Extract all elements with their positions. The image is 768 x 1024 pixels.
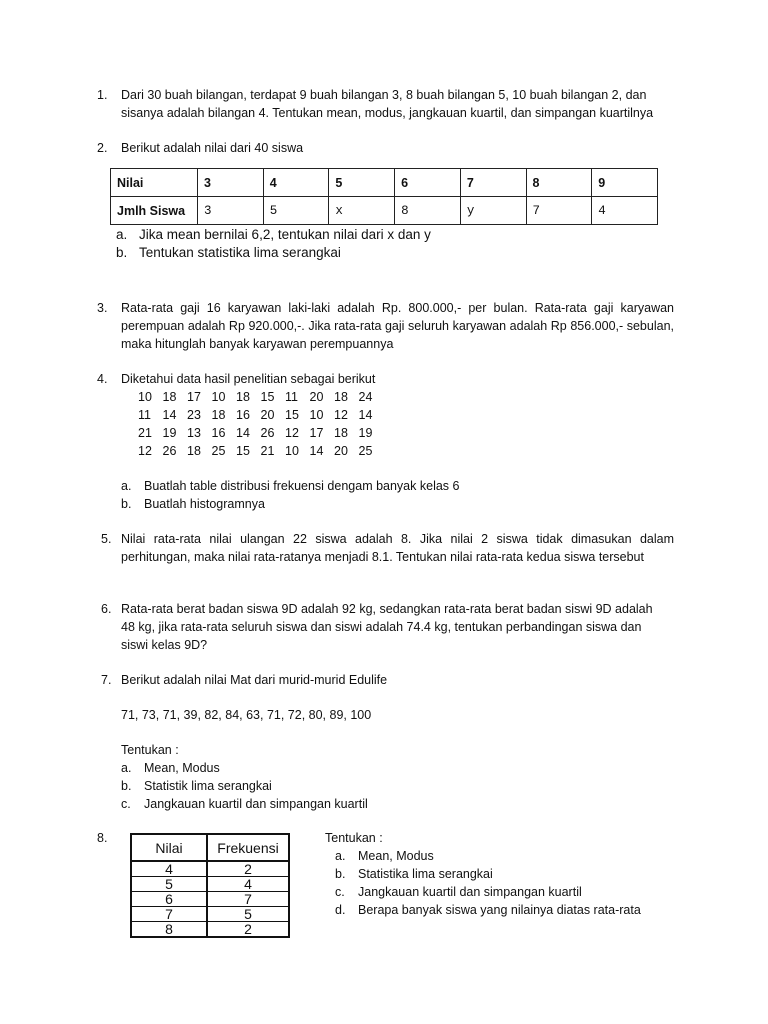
- table-row: [131, 922, 289, 938]
- question-7-sub-c: [121, 795, 368, 813]
- table-row: [131, 907, 289, 922]
- data-value: 10: [211, 390, 226, 404]
- question-7-sub-a: [121, 759, 220, 777]
- table-row: [131, 877, 289, 892]
- table-cell: 6: [395, 169, 461, 197]
- data-value: 11: [138, 408, 151, 422]
- table-cell: Nilai: [131, 834, 207, 861]
- data-value: 25: [211, 444, 226, 458]
- sub-label: b.: [116, 245, 128, 260]
- data-value: 21: [138, 426, 152, 440]
- table-cell: 9: [592, 169, 658, 197]
- data-value: 14: [162, 408, 177, 422]
- sub-text: Buatlah histogramnya: [144, 497, 265, 511]
- table-cell: y: [460, 197, 526, 225]
- table-cell: 7: [207, 892, 289, 907]
- table-cell: 5: [329, 169, 395, 197]
- data-value: 23: [187, 408, 201, 422]
- question-1-text: [121, 86, 667, 122]
- data-value: 19: [162, 426, 177, 440]
- question-6-line: Rata-rata berat badan siswa 9D adalah 92 kg, sedangkan rata-rata berat badan siswi 9D adalah: [121, 602, 653, 616]
- table-cell: 8: [395, 197, 461, 225]
- sub-label: c.: [121, 797, 131, 811]
- data-value: 16: [236, 408, 250, 422]
- question-8-sub-b: [335, 865, 493, 883]
- data-row: [138, 406, 383, 424]
- data-value: 14: [358, 408, 373, 422]
- sub-label: c.: [335, 885, 345, 899]
- table-cell: 4: [207, 877, 289, 892]
- sub-label: b.: [121, 497, 132, 511]
- data-value: 15: [236, 444, 250, 458]
- data-value: 14: [309, 444, 324, 458]
- table-cell: 7: [526, 197, 592, 225]
- sub-label: a.: [121, 761, 132, 775]
- sub-text: Berapa banyak siswa yang nilainya diatas rata-rata: [358, 903, 641, 917]
- sub-text: Jika mean bernilai 6,2, tentukan nilai dari x dan y: [139, 227, 431, 242]
- table-cell: 4: [131, 861, 207, 877]
- question-2-text: Berikut adalah nilai dari 40 siswa: [121, 141, 304, 155]
- data-value: 20: [334, 444, 348, 458]
- data-value: 12: [285, 426, 299, 440]
- data-value: 18: [187, 444, 201, 458]
- data-value: 15: [260, 390, 275, 404]
- sub-text: Jangkauan kuartil dan simpangan kuartil: [144, 797, 368, 811]
- question-2-table: [110, 168, 658, 225]
- sub-label: a.: [335, 849, 346, 863]
- question-3-line: perempuan adalah Rp 920.000,-. Jika rata-rata gaji seluruh karyawan adalah Rp 856.000,- sebulan,: [121, 319, 674, 333]
- table-cell: Jmlh Siswa: [111, 197, 198, 225]
- table-cell: 3: [198, 169, 264, 197]
- sub-label: d.: [335, 903, 346, 917]
- table-cell: 2: [207, 861, 289, 877]
- sub-text: Tentukan statistika lima serangkai: [139, 245, 341, 260]
- table-cell: 4: [263, 169, 329, 197]
- data-row: [138, 388, 383, 406]
- data-value: 18: [334, 426, 348, 440]
- data-value: 18: [236, 390, 250, 404]
- question-2-sub-b: [116, 244, 341, 262]
- data-value: 19: [358, 426, 373, 440]
- data-value: 10: [285, 444, 299, 458]
- data-value: 21: [260, 444, 275, 458]
- data-value: 15: [285, 408, 299, 422]
- question-1-line: sisanya adalah bilangan 4. Tentukan mean, modus, jangkauan kuartil, dan simpangan kuartilnya: [121, 106, 654, 120]
- question-3-line: maka hitunglah banyak karyawan perempuannya: [121, 337, 394, 351]
- question-4-data-grid: [138, 388, 383, 460]
- sub-text: Mean, Modus: [144, 761, 220, 775]
- question-7-data: 71, 73, 71, 39, 82, 84, 63, 71, 72, 80, 89, 100: [121, 708, 372, 722]
- data-value: 10: [309, 408, 324, 422]
- question-7-number: 7.: [101, 673, 112, 687]
- data-value: 18: [334, 390, 348, 404]
- table-cell: 5: [207, 907, 289, 922]
- question-1-number: 1.: [97, 88, 108, 102]
- question-8-sub-c: [335, 883, 582, 901]
- question-4-sub-b: [121, 495, 265, 513]
- data-row: [138, 424, 383, 442]
- table-cell: 2: [207, 922, 289, 938]
- data-value: 13: [187, 426, 201, 440]
- question-8-sub-a: [335, 847, 434, 865]
- sub-text: Statistik lima serangkai: [144, 779, 272, 793]
- question-3-text: [121, 299, 674, 353]
- question-2-sub-a: [116, 226, 431, 244]
- data-value: 25: [358, 444, 373, 458]
- question-7-prompt: Tentukan :: [121, 743, 179, 757]
- question-5-line: Nilai rata-rata nilai ulangan 22 siswa adalah 8. Jika nilai 2 siswa tidak dimasukan dalam: [121, 532, 674, 546]
- data-value: 16: [211, 426, 226, 440]
- question-1-line: Dari 30 buah bilangan, terdapat 9 buah bilangan 3, 8 buah bilangan 5, 10 buah bilangan 2, dan: [121, 88, 647, 102]
- data-value: 20: [309, 390, 324, 404]
- table-row: [111, 197, 658, 225]
- data-value: 20: [260, 408, 275, 422]
- table-cell: 8: [131, 922, 207, 938]
- table-cell: x: [329, 197, 395, 225]
- sub-label: b.: [335, 867, 346, 881]
- table-header-row: [131, 834, 289, 861]
- data-value: 26: [162, 444, 177, 458]
- table-cell: 4: [592, 197, 658, 225]
- data-value: 17: [309, 426, 324, 440]
- question-5-number: 5.: [101, 532, 112, 546]
- table-cell: 7: [460, 169, 526, 197]
- table-header-row: [111, 169, 658, 197]
- sub-label: b.: [121, 779, 132, 793]
- question-4-sub-a: [121, 477, 459, 495]
- question-3-line: Rata-rata gaji 16 karyawan laki-laki adalah Rp. 800.000,- per bulan. Rata-rata gaji karyawan: [121, 301, 674, 315]
- question-8-prompt: Tentukan :: [325, 831, 383, 845]
- question-7-sub-b: [121, 777, 272, 795]
- data-value: 17: [187, 390, 201, 404]
- question-5-text: [121, 530, 674, 566]
- sub-text: Jangkauan kuartil dan simpangan kuartil: [358, 885, 582, 899]
- question-3-number: 3.: [97, 301, 108, 315]
- question-6-text: [121, 600, 667, 654]
- table-cell: 3: [198, 197, 264, 225]
- question-8-number: 8.: [97, 831, 108, 845]
- table-cell: Frekuensi: [207, 834, 289, 861]
- question-5-line: perhitungan, maka nilai rata-ratanya menjadi 8.1. Tentukan nilai rata-rata kedua siswa tersebut: [121, 550, 644, 564]
- sub-label: a.: [121, 479, 132, 493]
- data-value: 12: [334, 408, 348, 422]
- sub-text: Buatlah table distribusi frekuensi dengam banyak kelas 6: [144, 479, 460, 493]
- table-cell: 7: [131, 907, 207, 922]
- data-value: 18: [211, 408, 226, 422]
- sub-label: a.: [116, 227, 128, 242]
- data-value: 14: [236, 426, 250, 440]
- question-4-text: Diketahui data hasil penelitian sebagai berikut: [121, 372, 376, 386]
- question-4-number: 4.: [97, 372, 108, 386]
- data-value: 11: [285, 390, 298, 404]
- table-cell: 5: [263, 197, 329, 225]
- table-cell: Nilai: [111, 169, 198, 197]
- data-value: 12: [138, 444, 152, 458]
- question-7-text: Berikut adalah nilai Mat dari murid-murid Edulife: [121, 673, 388, 687]
- question-6-line: siswi kelas 9D?: [121, 638, 208, 652]
- question-6-number: 6.: [101, 602, 112, 616]
- table-cell: 5: [131, 877, 207, 892]
- table-cell: 6: [131, 892, 207, 907]
- data-value: 18: [162, 390, 177, 404]
- data-row: [138, 442, 383, 460]
- data-value: 26: [260, 426, 275, 440]
- table-row: [131, 892, 289, 907]
- question-6-line: 48 kg, jika rata-rata seluruh siswa dan siswi adalah 74.4 kg, tentukan perbandingan siswa dan: [121, 620, 642, 634]
- table-row: [131, 861, 289, 877]
- sub-text: Mean, Modus: [358, 849, 434, 863]
- question-2-number: 2.: [97, 141, 108, 155]
- question-8-sub-d: [335, 901, 641, 919]
- table-cell: 8: [526, 169, 592, 197]
- sub-text: Statistika lima serangkai: [358, 867, 493, 881]
- data-value: 10: [138, 390, 152, 404]
- data-value: 24: [358, 390, 373, 404]
- question-8-table: [130, 833, 290, 938]
